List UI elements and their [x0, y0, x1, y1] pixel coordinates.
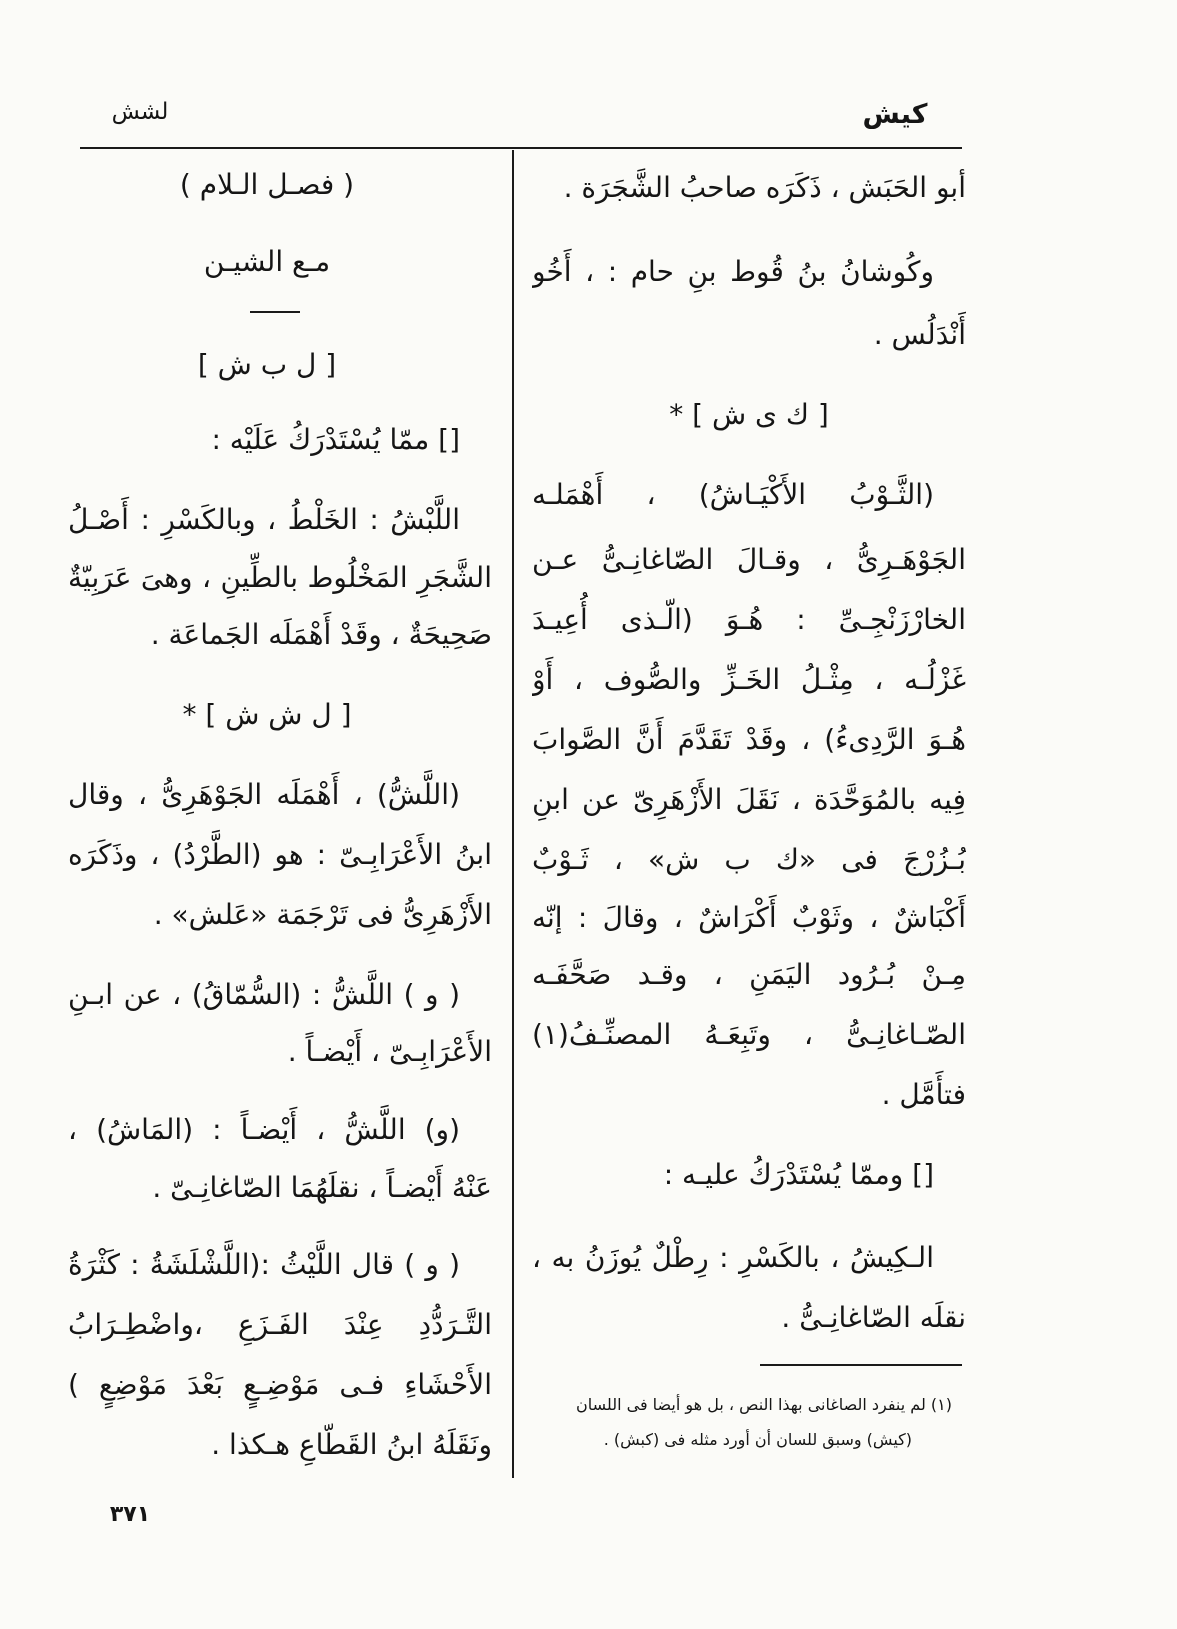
- entry-line: الصّـاغانِـىُّ ، وتَبِعَـهُ المصنِّـفُ(١): [532, 1018, 966, 1051]
- supplement-heading: [] ممّا يُسْتَدْرَكُ عَلَيْه :: [211, 423, 460, 456]
- entry-line: أَكْبَاشٌ ، وثَوْبٌ أَكْرَاشٌ ، وقالَ : إنّه: [532, 901, 966, 934]
- section-rule: [250, 311, 300, 313]
- entry-line: صَحِيحَةٌ ، وقَدْ أَهْمَلَه الجَماعَة .: [150, 618, 492, 651]
- left-column: [68, 0, 492, 1629]
- running-head-right: كيش: [862, 99, 928, 130]
- footnote-line: (كيش) وسبق للسان أن أورد مثله فى (كبش) .: [603, 1430, 912, 1449]
- root-heading: [ ل ب ش ]: [197, 348, 337, 381]
- entry-line: الـكِيشُ ، بالكَسْرِ : رِطْلٌ يُوزَنُ به ،: [532, 1241, 934, 1274]
- entry-line: اللَّبْشُ : الخَلْطُ ، وبالكَسْرِ : أَصْـلُ: [68, 503, 460, 536]
- entry-line: نقلَه الصّاغانِـىُّ .: [781, 1301, 966, 1334]
- entry-line: أَنْدَلُس .: [873, 318, 966, 351]
- entry-line: ( و ) اللَّشُّ : (السُّمّاقُ) ، عن ابـنِ: [68, 978, 460, 1011]
- section-subheading: مـع الشيـن: [203, 245, 331, 278]
- entry-line: أبو الحَبَش ، ذَكَرَه صاحبُ الشَّجَرَة .: [563, 171, 966, 204]
- right-column: [532, 0, 966, 1629]
- entry-line: غَزْلُـه ، مِثْـلُ الخَـزِّ والصُّوف ، أَوْ: [532, 663, 966, 696]
- entry-line: فتأَمَّل .: [881, 1078, 966, 1111]
- column-divider: [512, 150, 514, 1478]
- entry-line: الخارْزَنْجِـىِّ : هُـوَ (الّـذى أُعِيـدَ: [532, 603, 966, 636]
- entry-line: الأَعْرَابِـىّ ، أَيْضـاً .: [287, 1035, 492, 1068]
- entry-line: ونَقَلَهُ ابنُ القَطّاعِ هـكذا .: [211, 1428, 492, 1461]
- running-head-left: لشش: [111, 99, 169, 125]
- entry-line: (اللَّشُّ) ، أَهْمَلَه الجَوْهَرِىُّ ، وقال: [68, 778, 460, 811]
- entry-line: فِيه بالمُوَحَّدَة ، نَقَلَ الأَزْهَرِىّ عن ابنِ: [532, 783, 966, 816]
- root-heading: [ ل ش ش ] *: [182, 698, 352, 731]
- entry-line: الجَوْهَـرِىُّ ، وقـالَ الصّاغانِـىُّ عـن: [532, 543, 966, 576]
- entry-line: (و) اللَّشُّ ، أَيْضـاً : (المَاشُ) ،: [68, 1113, 460, 1146]
- entry-line: هُـوَ الرَّدِىءُ) ، وقَدْ تَقَدَّمَ أَنَّ الصَّوابَ: [532, 723, 966, 756]
- footnote-rule: [760, 1364, 962, 1366]
- entry-line: التَّـرَدُّدِ عِنْدَ الفَـزَعِ ،واضْطِـرَابُ: [68, 1308, 492, 1341]
- entry-line: (الثَّـوْبُ الأَكْيَـاشُ) ، أَهْمَلـه: [532, 478, 934, 511]
- supplement-heading: [] وممّا يُسْتَدْرَكُ عليـه :: [663, 1158, 934, 1191]
- entry-line: بُـزُرْجَ فى «ك ب ش» ، ثَـوْبٌ: [532, 843, 966, 876]
- entry-line: الأَحْشَاءِ فـى مَوْضِـعٍ بَعْدَ مَوْضِعٍ ): [68, 1368, 492, 1401]
- entry-line: ابنُ الأَعْرَابِـىّ : هو (الطَّرْدُ) ، وذَكَرَه: [68, 838, 492, 871]
- entry-line: عَنْهُ أَيْضـاً ، نقلَهُمَا الصّاغانِـىّ .: [152, 1171, 492, 1204]
- entry-line: الشَّجَرِ المَخْلُوط بالطِّينِ ، وهىَ عَرَبِيّةٌ: [68, 561, 492, 594]
- footnote-line: (١) لم ينفرد الصاغانى بهذا النص ، بل هو أيضا فى اللسان: [576, 1395, 952, 1414]
- entry-line: الأَزْهَرِىُّ فى تَرْجَمَة «عَلش» .: [153, 898, 492, 931]
- page-number: ٣٧١: [109, 1502, 151, 1527]
- section-heading: ( فصـل الـلام ): [179, 168, 355, 201]
- root-heading: [ ك ى ش ] *: [669, 398, 829, 431]
- entry-line: ( و ) قال اللَّيْثُ :(اللَّشْلَشَةُ : كَثْرَةُ: [68, 1248, 460, 1281]
- entry-line: وكُوشانُ بنُ قُوط بنِ حام : ، أَخُو: [532, 255, 934, 288]
- entry-line: مِـنْ بُـرُود اليَمَنِ ، وقـد صَحَّفَـه: [532, 958, 966, 991]
